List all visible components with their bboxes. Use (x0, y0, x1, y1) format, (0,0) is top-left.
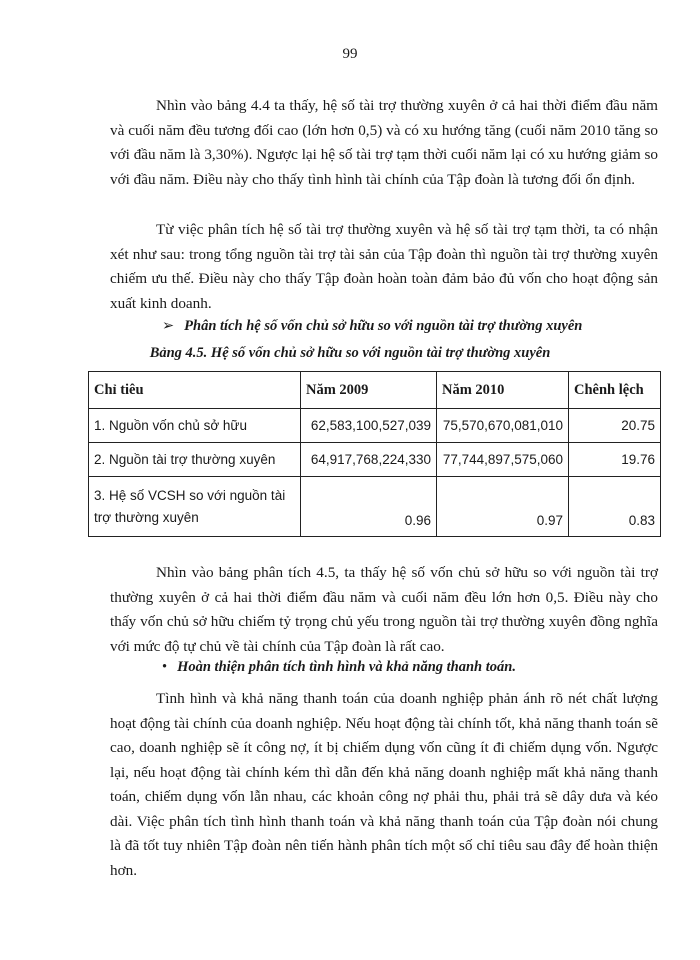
paragraph-3: Nhìn vào bảng phân tích 4.5, ta thấy hệ số vốn chủ sở hữu so với nguồn tài trợ thường xuyên ở cả hai thời điểm đầu năm và cuối năm đều lớn hơn 0,5. Điều này cho thấy vốn chủ sở hữu chiếm tỷ trọng chủ yếu trong nguồn tài trợ thường xuyên đồng nghĩa với mức độ tự chủ về tài chính của Tập đoàn là rất cao. (110, 564, 658, 655)
column-header-difference: Chênh lệch (569, 372, 661, 409)
value-2009: 62,583,100,527,039 (301, 409, 437, 443)
value-2010: 0.97 (437, 477, 569, 537)
table-row (89, 443, 661, 477)
column-header-2010: Năm 2010 (437, 372, 569, 409)
section-heading-solvency (162, 659, 516, 676)
arrow-bullet-icon: ➢ (162, 318, 175, 334)
row-label: 3. Hệ số VCSH so với nguồn tài trợ thường xuyên (89, 477, 301, 537)
column-header-indicator: Chỉ tiêu (89, 372, 301, 409)
paragraph-1: Nhìn vào bảng 4.4 ta thấy, hệ số tài trợ thường xuyên ở cả hai thời điểm đầu năm và cuối năm đều tương đối cao (lớn hơn 0,5) và có xu hướng tăng (cuối năm 2010 tăng so với đầu năm là 3,30%). Ngược lại hệ số tài trợ tạm thời cuối năm lại có xu hướng giảm so với đầu năm. Điều này cho thấy tình hình tài chính của Tập đoàn là tương đối ổn định. (110, 97, 658, 188)
equity-ratio-table (88, 371, 661, 537)
value-difference: 19.76 (569, 443, 661, 477)
row-label: 2. Nguồn tài trợ thường xuyên (89, 443, 301, 477)
row-label: 1. Nguồn vốn chủ sở hữu (89, 409, 301, 443)
section-heading-text: Hoàn thiện phân tích tình hình và khả năng thanh toán. (177, 659, 516, 675)
value-difference: 0.83 (569, 477, 661, 537)
dot-bullet-icon: • (162, 659, 168, 675)
section-heading-equity-ratio (162, 318, 582, 335)
section-heading-text: Phân tích hệ số vốn chủ sở hữu so với nguồn tài trợ thường xuyên (184, 318, 583, 334)
column-header-2009: Năm 2009 (301, 372, 437, 409)
paragraph-2: Từ việc phân tích hệ số tài trợ thường xuyên và hệ số tài trợ tạm thời, ta có nhận xét như sau: trong tổng nguồn tài trợ tài sản của Tập đoàn thì nguồn tài trợ thường xuyên chiếm ưu thế. Điều này cho thấy Tập đoàn hoàn toàn đảm bảo đủ vốn cho hoạt động sản xuất kinh doanh. (110, 221, 658, 312)
table-row (89, 409, 661, 443)
page-number: 99 (342, 46, 358, 62)
table-caption: Bảng 4.5. Hệ số vốn chủ sở hữu so với nguồn tài trợ thường xuyên (149, 345, 551, 361)
table-row (89, 477, 661, 537)
paragraph-4: Tình hình và khả năng thanh toán của doanh nghiệp phản ánh rõ nét chất lượng hoạt động tài chính của doanh nghiệp. Nếu hoạt động tài chính tốt, khả năng thanh toán sẽ cao, doanh nghiệp sẽ ít công nợ, ít bị chiếm dụng vốn cũng ít đi chiếm dụng vốn. Ngược lại, nếu hoạt động tài chính kém thì dẫn đến khả năng doanh nghiệp mất khả năng thanh toán, chiếm dụng vốn lẫn nhau, các khoản công nợ phải thu, phải trả sẽ dây dưa và kéo dài. Việc phân tích tình hình thanh toán và khả năng thanh toán của Tập đoàn nói chung là đã tốt tuy nhiên Tập đoàn nên tiến hành phân tích một số chỉ tiêu sau đây để hoàn thiện hơn. (110, 690, 658, 879)
value-2009: 64,917,768,224,330 (301, 443, 437, 477)
value-2010: 75,570,670,081,010 (437, 409, 569, 443)
value-2009: 0.96 (301, 477, 437, 537)
table-header-row (89, 372, 661, 409)
value-difference: 20.75 (569, 409, 661, 443)
value-2010: 77,744,897,575,060 (437, 443, 569, 477)
